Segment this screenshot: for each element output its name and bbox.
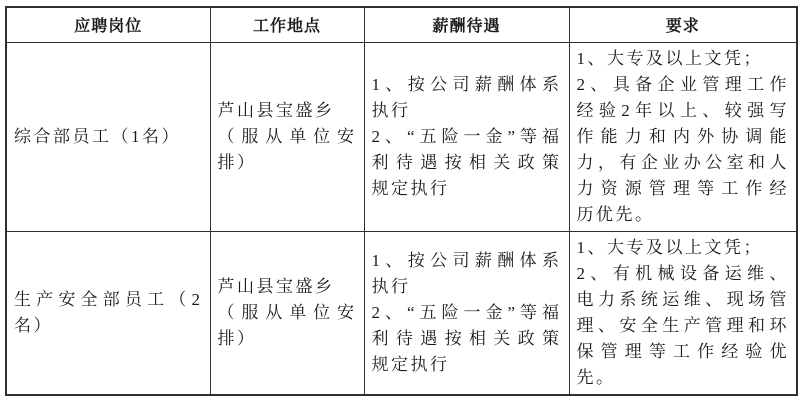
text-line: 综合部员工（1名） (14, 126, 181, 146)
text-line: 2、“五险一金”等福 (371, 302, 562, 322)
paragraph (577, 46, 790, 72)
cell-salary (364, 231, 569, 395)
paragraph (372, 124, 562, 202)
text-line: 规定执行 (371, 354, 450, 374)
text-line: 作能力和内外协调能 (576, 126, 789, 146)
column-header-salary: 薪酬待遇 (364, 7, 569, 42)
paragraph (218, 274, 357, 300)
text-line: 利待遇按相关政策 (371, 328, 562, 348)
text-line: （服从单位安 (217, 126, 357, 146)
text-line: 2、具备企业管理工作 (576, 74, 789, 94)
text-line: 生产安全部员工（2 (14, 289, 203, 309)
table-row (6, 42, 797, 231)
text-line: 执行 (371, 276, 411, 296)
paragraph (577, 72, 790, 228)
cell-position (6, 231, 210, 395)
text-line: 芦山县宝盛乡 (217, 100, 335, 120)
text-line: 历优先。 (576, 204, 655, 224)
text-line: 1、按公司薪酬体系 (371, 250, 562, 270)
text-line: 2、有机械设备运维、 (576, 263, 789, 283)
text-line: 1、大专及以上文凭； (576, 237, 763, 257)
text-line: 力，有企业办公室和人 (576, 152, 789, 172)
cell-requirements (569, 231, 797, 395)
text-line: 理、安全生产管理和环 (576, 315, 789, 335)
column-header-requirements: 要求 (569, 7, 797, 42)
paragraph (218, 124, 357, 176)
job-table (5, 6, 798, 396)
column-header-position: 应聘岗位 (6, 7, 210, 42)
cell-position (6, 42, 210, 231)
text-line: 规定执行 (371, 178, 450, 198)
paragraph (14, 287, 203, 339)
paragraph (577, 261, 790, 391)
text-line: 2、“五险一金”等福 (371, 126, 562, 146)
cell-location (210, 231, 364, 395)
text-line: 排） (217, 328, 257, 348)
paragraph (372, 72, 562, 124)
paragraph (218, 300, 357, 352)
text-line: 先。 (576, 367, 616, 387)
text-line: 利待遇按相关政策 (371, 152, 562, 172)
text-line: 执行 (371, 100, 411, 120)
paragraph (372, 300, 562, 378)
paragraph (14, 124, 203, 150)
cell-requirements (569, 42, 797, 231)
text-line: 名） (14, 315, 53, 335)
cell-location (210, 42, 364, 231)
column-header-location: 工作地点 (210, 7, 364, 42)
paragraph (577, 235, 790, 261)
text-line: 1、大专及以上文凭； (576, 48, 763, 68)
text-line: 排） (217, 152, 257, 172)
cell-salary (364, 42, 569, 231)
text-line: 1、按公司薪酬体系 (371, 74, 562, 94)
paragraph (372, 248, 562, 300)
text-line: 经验2年以上、较强写 (576, 100, 789, 120)
text-line: 电力系统运维、现场管 (576, 289, 789, 309)
text-line: 保管理等工作经验优 (576, 341, 789, 361)
text-line: （服从单位安 (217, 302, 357, 322)
text-line: 芦山县宝盛乡 (217, 276, 335, 296)
table-row (6, 231, 797, 395)
text-line: 力资源管理等工作经 (576, 178, 789, 198)
header-row (6, 7, 797, 42)
paragraph (218, 98, 357, 124)
